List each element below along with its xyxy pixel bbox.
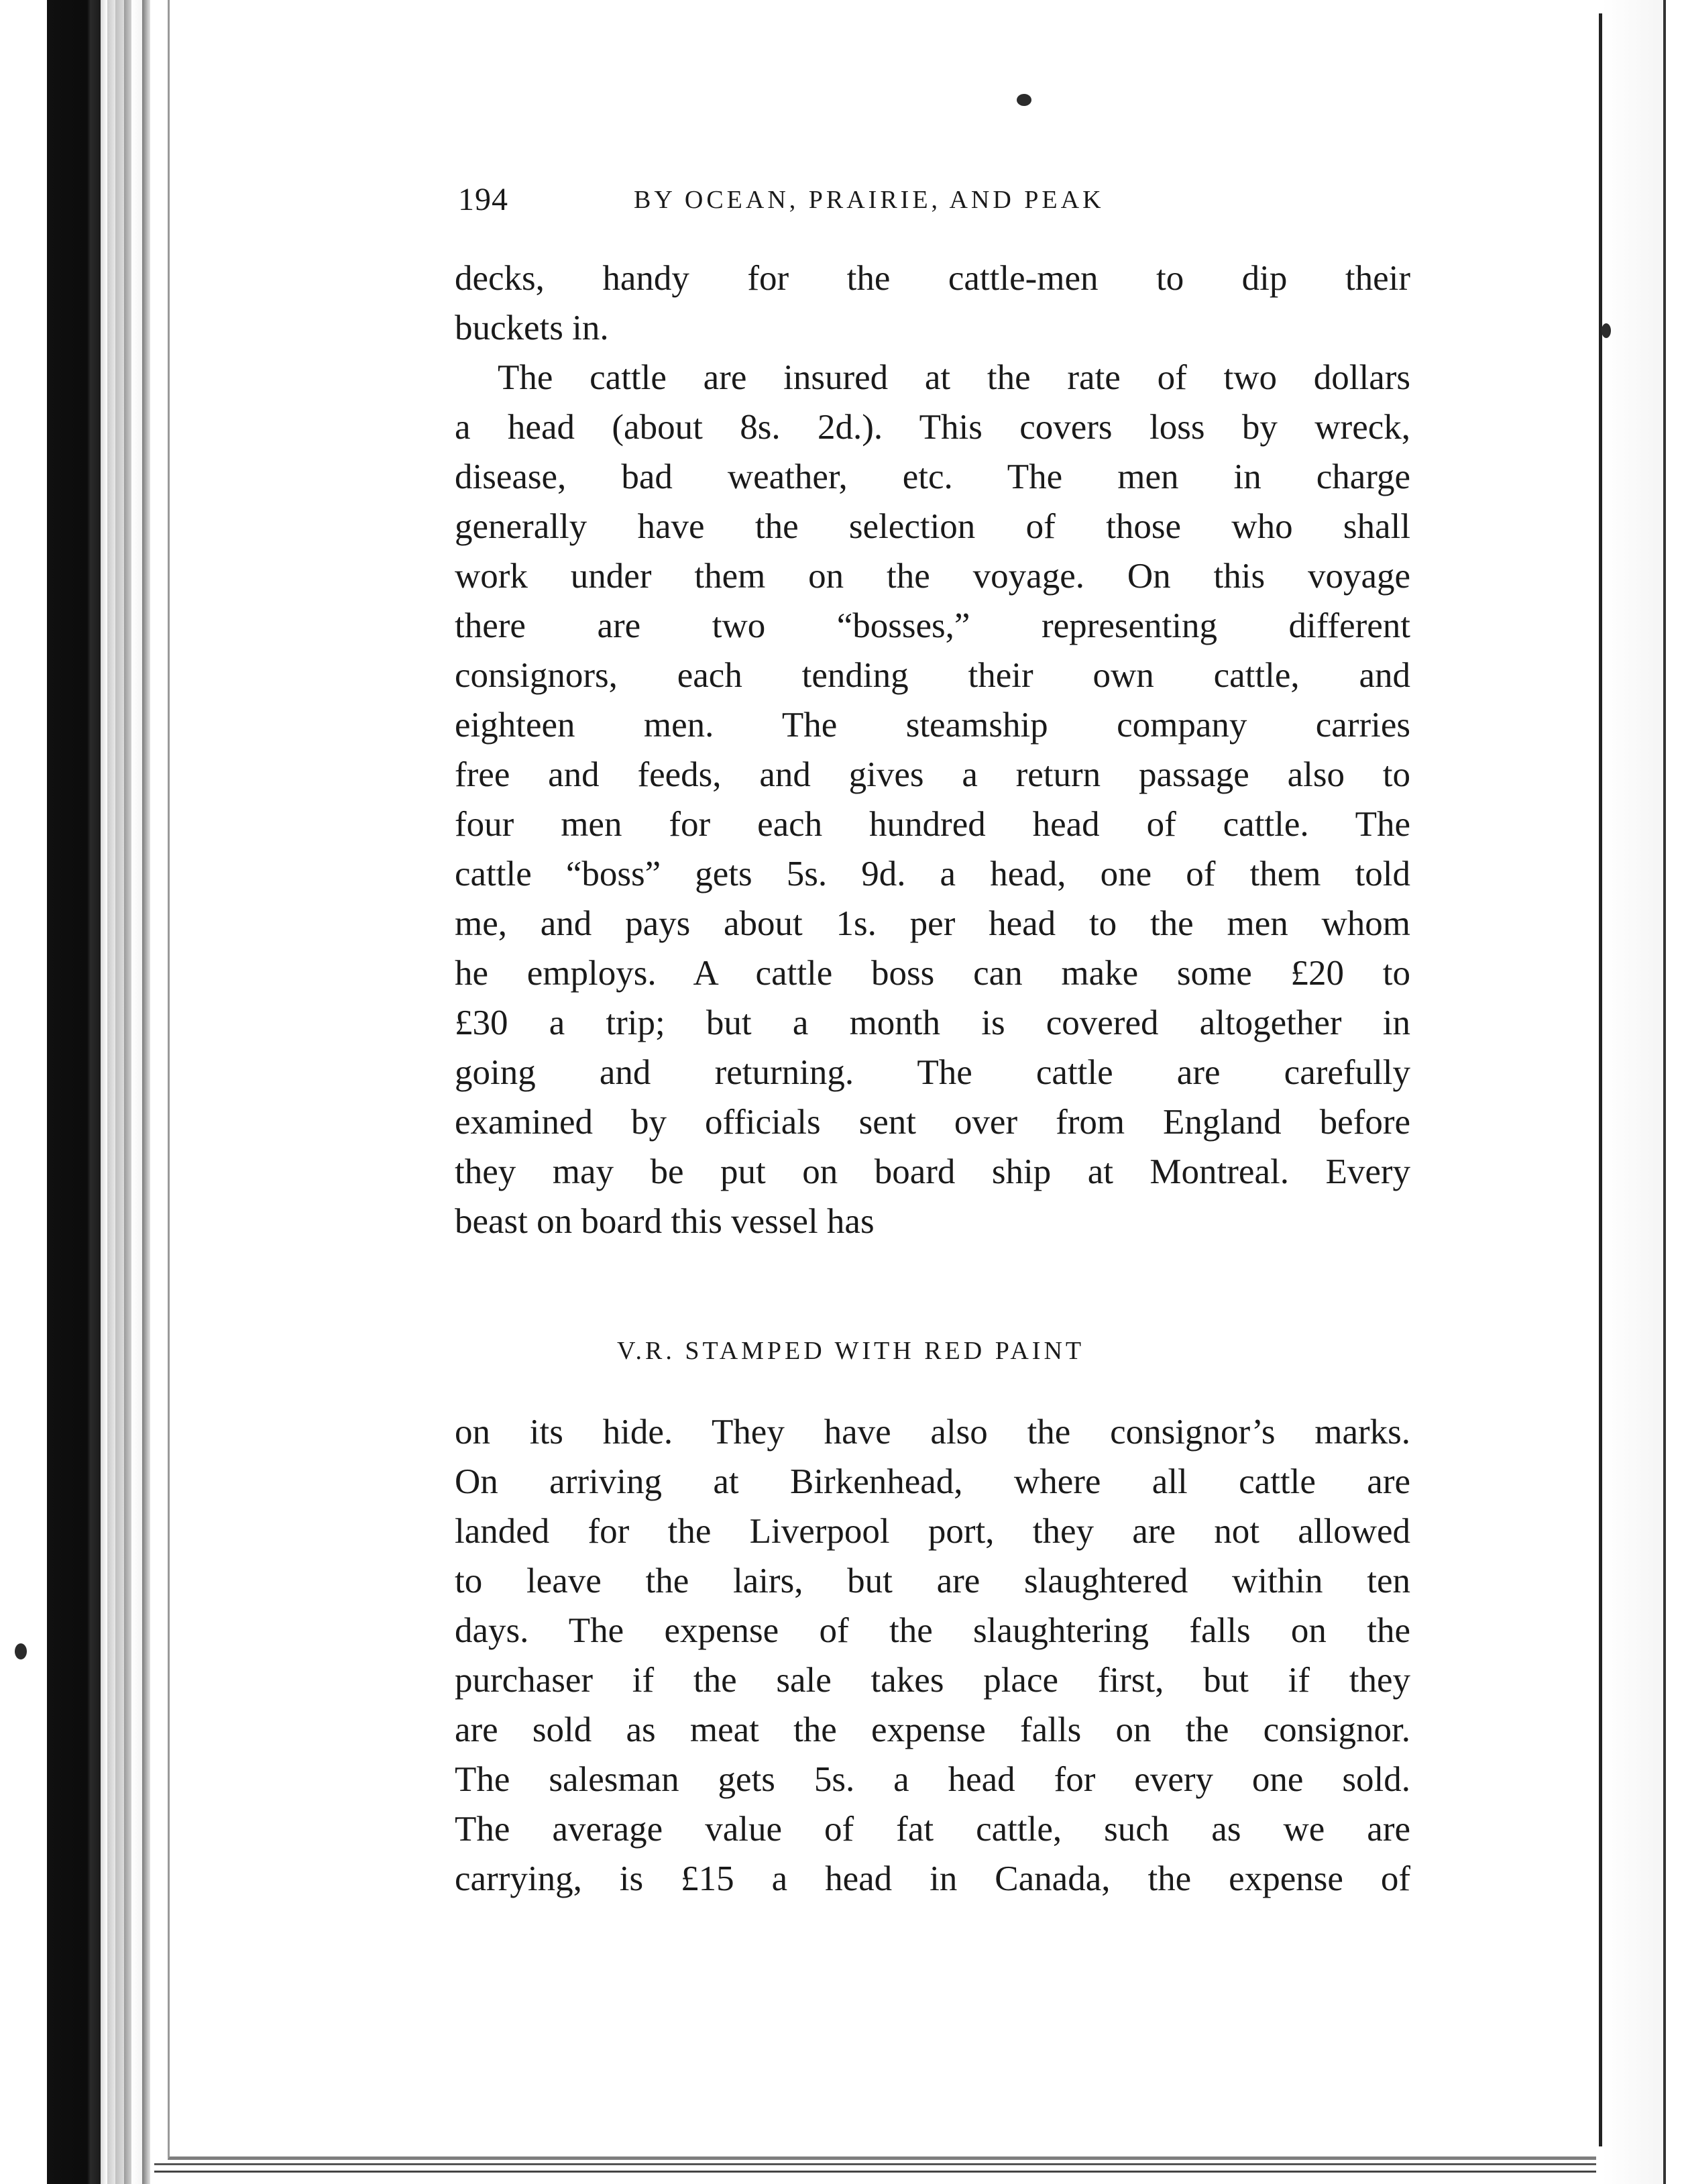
- running-head-title: BY OCEAN, PRAIRIE, AND PEAK: [634, 186, 1105, 214]
- page-bottom-edge: [154, 2163, 1596, 2173]
- text-line: buckets in.: [455, 309, 609, 347]
- text-line: disease, bad weather, etc. The men in charge: [455, 457, 1410, 496]
- text-line: On arriving at Birkenhead, where all cattle are: [455, 1462, 1410, 1501]
- text-line: eighteen men. The steamship company carries: [455, 706, 1410, 745]
- text-line: me, and pays about 1s. per head to the men whom: [455, 904, 1410, 943]
- scan-speck: [15, 1643, 27, 1659]
- text-line: to leave the lairs, but are slaughtered within ten: [455, 1562, 1410, 1600]
- text-line: there are two “bosses,” representing different: [455, 606, 1410, 645]
- text-line: examined by officials sent over from England before: [455, 1103, 1410, 1142]
- text-line: The salesman gets 5s. a head for every one sold.: [455, 1760, 1410, 1799]
- text-line: four men for each hundred head of cattle. The: [455, 805, 1410, 844]
- text-line: The average value of fat cattle, such as we are: [455, 1810, 1410, 1849]
- facing-page-outer-rule: [1663, 0, 1666, 2184]
- text-line: £30 a trip; but a month is covered altogether in: [455, 1003, 1410, 1042]
- facing-page-band: [1602, 0, 1663, 2184]
- section-subheading: V.R. STAMPED WITH RED PAINT: [617, 1337, 1085, 1365]
- text-line: beast on board this vessel has: [455, 1202, 875, 1241]
- text-line: consignors, each tending their own cattle, and: [455, 656, 1410, 695]
- text-line: carrying, is £15 a head in Canada, the expense of: [455, 1859, 1410, 1898]
- text-line: are sold as meat the expense falls on the consignor.: [455, 1710, 1410, 1749]
- text-line: a head (about 8s. 2d.). This covers loss by wreck,: [455, 408, 1410, 447]
- text-line: decks, handy for the cattle-men to dip their: [455, 259, 1410, 298]
- text-line: going and returning. The cattle are carefully: [455, 1053, 1410, 1092]
- text-line: cattle “boss” gets 5s. 9d. a head, one of them told: [455, 855, 1410, 893]
- running-head: [458, 181, 1249, 221]
- page-number: 194: [458, 182, 508, 217]
- text-line: on its hide. They have also the consignor’s marks.: [455, 1413, 1410, 1452]
- book-page-edges: [0, 0, 168, 2184]
- text-line: generally have the selection of those who shall: [455, 507, 1410, 546]
- body-text-block-1: [455, 254, 1410, 1246]
- text-line: he employs. A cattle boss can make some £20 to: [455, 954, 1410, 993]
- text-line: purchaser if the sale takes place first, but if they: [455, 1661, 1410, 1700]
- text-line: days. The expense of the slaughtering falls on the: [455, 1611, 1410, 1650]
- text-line: they may be put on board ship at Montreal. Every: [455, 1152, 1410, 1191]
- scan-speck: [1017, 94, 1031, 106]
- text-line: work under them on the voyage. On this voyage: [455, 557, 1410, 596]
- body-text-block-2: [455, 1407, 1410, 1904]
- text-line: landed for the Liverpool port, they are not allowed: [455, 1512, 1410, 1551]
- text-line: The cattle are insured at the rate of two dollars: [498, 358, 1410, 397]
- scan-speck: [1602, 323, 1611, 338]
- text-line: free and feeds, and gives a return passage also to: [455, 755, 1410, 794]
